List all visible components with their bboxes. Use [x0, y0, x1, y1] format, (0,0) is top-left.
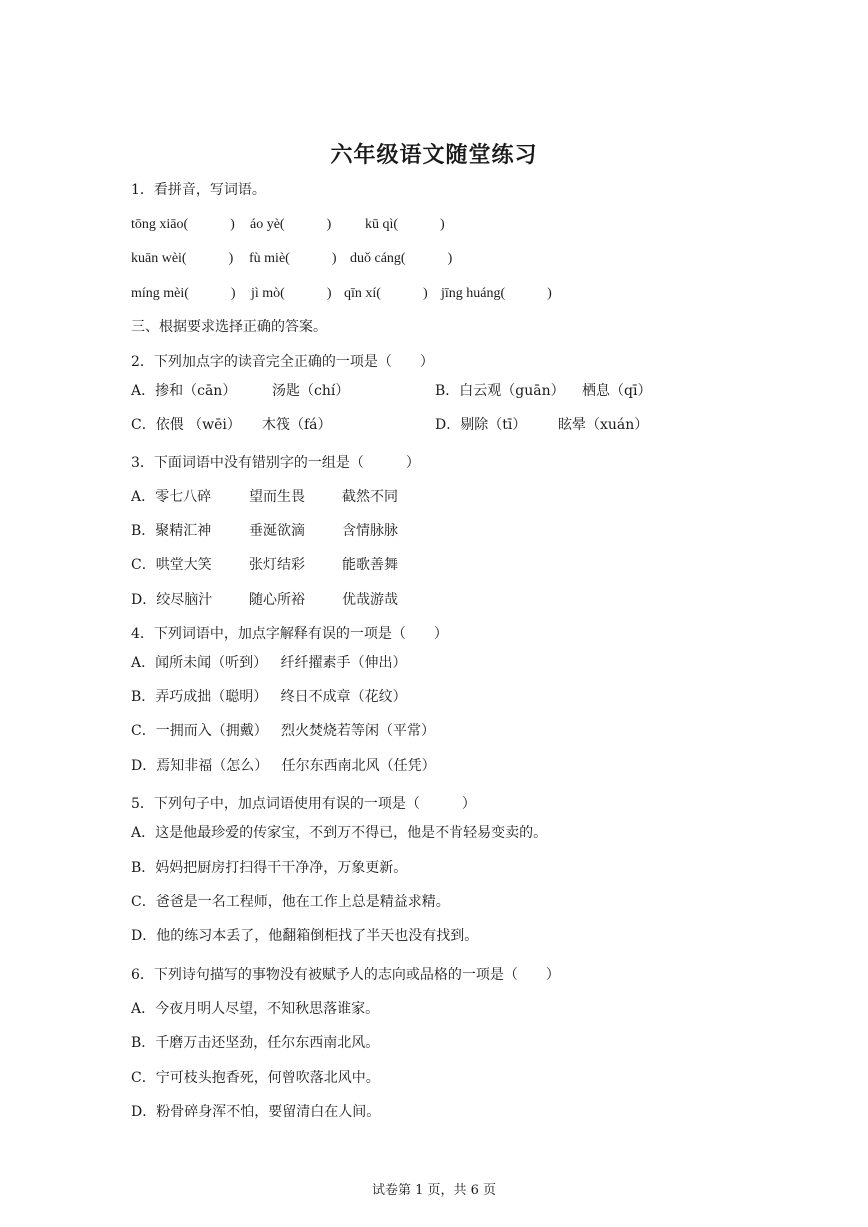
q3-option: C．哄堂大笑: [131, 557, 212, 573]
pinyin-item: jì mò( ): [251, 286, 332, 301]
q3-option: D．绞尽脑汁: [131, 592, 213, 608]
q6-stem: 6．下列诗句描写的事物没有被赋予人的志向或品格的一项是（ ）: [131, 967, 560, 983]
pinyin-item: qīn xí( ): [344, 286, 428, 301]
pinyin-item: jīng huáng( ): [441, 286, 552, 301]
q2-option-a2: 汤匙（chí）: [272, 383, 350, 399]
q3-option: 垂涎欲滴: [249, 523, 305, 539]
q3-option: 望而生畏: [249, 489, 305, 505]
q5-stem: 5．下列句子中，加点词语使用有误的一项是（ ）: [131, 796, 476, 812]
q6-option: D．粉骨碎身浑不怕，要留清白在人间。: [131, 1104, 381, 1120]
q2-option-d2: 眩晕（xuán）: [558, 417, 649, 433]
q3-option: 随心所裕: [249, 592, 305, 608]
pinyin-item: fù miè( ): [249, 251, 337, 266]
q3-option: 截然不同: [342, 489, 398, 505]
pinyin-item: kuān wèi( ): [131, 251, 234, 266]
q5-option: A．这是他最珍爱的传家宝，不到万不得已，他是不肯轻易变卖的。: [131, 825, 548, 841]
q2-stem: 2．下列加点字的读音完全正确的一项是（ ）: [131, 354, 434, 370]
q4-option: D．焉知非福（怎么） 任尔东西南北风（任凭）: [131, 758, 436, 774]
q3-option: 能歌善舞: [342, 557, 398, 573]
pinyin-item: míng mèi( ): [131, 286, 236, 301]
q5-option: B．妈妈把厨房打扫得干干净净，万象更新。: [131, 860, 408, 876]
q3-option: B．聚精汇神: [131, 523, 212, 539]
q2-option-c1: C．依偎 （wēi）: [131, 417, 241, 433]
page-footer: 试卷第 1 页，共 6 页: [371, 1183, 497, 1198]
q4-option: B．弄巧成拙（聪明） 终日不成章（花纹）: [131, 689, 407, 705]
q4-option: A．闻所未闻（听到） 纤纤擢素手（伸出）: [131, 655, 407, 671]
q6-option: C．宁可枝头抱香死，何曾吹落北风中。: [131, 1070, 380, 1086]
q3-option: A．零七八碎: [131, 489, 212, 505]
q2-option-b2: 栖息（qī）: [582, 383, 652, 399]
q3-option: 优哉游哉: [342, 592, 398, 608]
q5-option: D．他的练习本丢了，他翻箱倒柜找了半天也没有找到。: [131, 928, 479, 944]
q3-option: 张灯结彩: [249, 557, 305, 573]
q2-option-a1: A．掺和（cān）: [131, 383, 237, 399]
q5-option: C．爸爸是一名工程师，他在工作上总是精益求精。: [131, 894, 450, 910]
pinyin-item: kū qì( ): [365, 217, 445, 232]
q2-option-d1: D．剔除（tī）: [435, 417, 527, 433]
pinyin-item: tōng xiāo( ): [131, 217, 235, 232]
page-title: 六年级语文随堂练习: [330, 142, 538, 168]
q2-option-c2: 木筏（fá）: [262, 417, 332, 433]
q4-stem: 4．下列词语中，加点字解释有误的一项是（ ）: [131, 626, 448, 642]
pinyin-item: áo yè( ): [250, 217, 332, 232]
q4-option: C．一拥而入（拥戴） 烈火焚烧若等闲（平常）: [131, 723, 436, 739]
q3-option: 含情脉脉: [342, 523, 398, 539]
pinyin-item: duǒ cáng( ): [350, 251, 453, 266]
section-heading: 三、根据要求选择正确的答案。: [131, 319, 327, 335]
q3-stem: 3．下面词语中没有错别字的一组是（ ）: [131, 455, 420, 471]
q1-stem: 1．看拼音，写词语。: [131, 182, 266, 198]
q2-option-b1: B．白云观（guān）: [435, 383, 565, 399]
q6-option: A．今夜月明人尽望，不知秋思落谁家。: [131, 1001, 380, 1017]
q6-option: B．千磨万击还坚劲，任尔东西南北风。: [131, 1035, 380, 1051]
